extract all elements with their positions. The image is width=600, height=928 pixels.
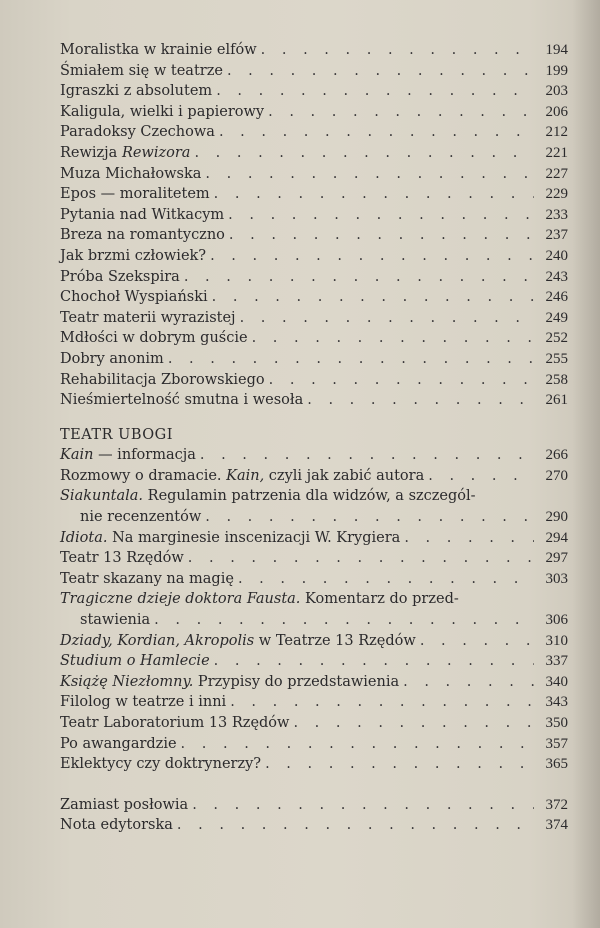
dot-leader [188, 548, 534, 569]
entry-title-italic: Siakuntala. [60, 488, 144, 505]
dot-leader [240, 308, 534, 329]
toc-entry [60, 589, 568, 630]
entry-title: Eklektycy czy doktrynerzy? [60, 756, 262, 773]
dot-leader [229, 225, 534, 246]
page-number: 246 [545, 289, 568, 306]
dot-leader [420, 631, 534, 652]
page-number: 297 [545, 550, 568, 567]
entry-title-italic: Rewizora [121, 144, 191, 161]
dot-leader [269, 370, 534, 391]
page-number: 249 [545, 309, 568, 326]
page-number: 194 [545, 42, 568, 58]
entry-title: Po awangardzie [60, 735, 177, 752]
toc-entry [60, 795, 568, 816]
entry-title-italic: Kain, [226, 467, 265, 484]
toc-entry [60, 267, 568, 288]
toc-entry [60, 143, 568, 164]
section-heading: TEATR UBOGI [60, 426, 173, 443]
dot-leader [293, 713, 534, 734]
page-number: 252 [545, 330, 568, 347]
page-number: 258 [545, 371, 568, 388]
entry-title: Nota edytorska [60, 817, 173, 834]
page-number: 343 [545, 694, 568, 711]
entry-title-italic: Dziady, Kordian, Akropolis [60, 632, 255, 649]
entry-title: Paradoksy Czechowa [60, 124, 215, 141]
entry-title: Muza Michałowska [60, 165, 202, 182]
dot-leader [252, 328, 534, 349]
dot-leader [428, 466, 534, 487]
section-gap [60, 775, 568, 795]
toc-entry [60, 486, 568, 527]
dot-leader [154, 610, 534, 631]
toc-entry [60, 445, 568, 466]
entry-title: Kaligula, wielki i papierowy [60, 103, 265, 120]
toc-entry [60, 672, 568, 693]
entry-title [60, 651, 210, 672]
page-number: 221 [545, 144, 568, 161]
dot-leader [307, 390, 534, 411]
page-number: 199 [545, 62, 568, 79]
page-number: 372 [545, 796, 568, 813]
page-number: 212 [545, 124, 568, 141]
page-number: 310 [545, 632, 568, 649]
toc-entry [60, 184, 568, 205]
toc-entry [60, 631, 568, 652]
entry-title-italic: Idiota. [60, 529, 108, 546]
dot-leader [200, 445, 534, 466]
entry-title: Próba Szekspira [60, 268, 180, 285]
entry-title: Epos — moralitetem [60, 186, 210, 203]
entry-title-italic: Książę Niezłomny. [60, 673, 194, 690]
entry-title: Breza na romantyczno [60, 227, 225, 244]
page-number: 261 [545, 392, 568, 409]
dot-leader [212, 287, 534, 308]
entry-title: Teatr 13 Rzędów [60, 550, 184, 567]
toc-entry [60, 692, 568, 713]
dot-leader [227, 61, 534, 82]
entry-title-italic: Tragiczne dzieje doktora Fausta. [60, 591, 301, 608]
page-number: 233 [545, 206, 568, 223]
dot-leader [181, 734, 534, 755]
dot-leader [177, 815, 534, 836]
dot-leader [261, 40, 534, 61]
page-number: 206 [545, 103, 568, 120]
entry-title-italic: Kain [60, 447, 94, 464]
page-number: 227 [545, 165, 568, 182]
dot-leader [192, 795, 534, 816]
toc-entry [60, 370, 568, 391]
page-number: 237 [545, 227, 568, 244]
toc-entry [60, 651, 568, 672]
entry-title [60, 466, 424, 487]
dot-leader [219, 122, 534, 143]
entry-title-plain: Przypisy do przedstawienia [193, 673, 400, 690]
toc-entry [60, 390, 568, 411]
page-number: 350 [545, 715, 568, 731]
entry-title: Rehabilitacja Zborowskiego [60, 371, 265, 388]
dot-leader [205, 507, 534, 528]
entry-title: Śmiałem się w teatrze [60, 62, 223, 79]
entry-title [60, 486, 568, 507]
toc-entry [60, 548, 568, 569]
entry-title-italic: Studium o Hamlecie [60, 653, 210, 670]
toc-entry [60, 102, 568, 123]
entry-title: Filolog w teatrze i inni [60, 694, 227, 711]
entry-title: Teatr Laboratorium 13 Rzędów [60, 715, 290, 731]
entry-title-plain: Na marginesie inscenizacji W. Krygiera [107, 529, 401, 546]
entry-title: Dobry anonim [60, 350, 164, 367]
toc-entry [60, 225, 568, 246]
page-number: 255 [545, 350, 568, 367]
dot-leader [214, 651, 534, 672]
toc-entry [60, 734, 568, 755]
page-number: 243 [545, 268, 568, 285]
toc-entry [60, 349, 568, 370]
dot-leader [205, 164, 534, 185]
page-number: 374 [545, 817, 568, 834]
page-number: 357 [545, 735, 568, 752]
entry-title: Jak brzmi człowiek? [60, 247, 207, 264]
entry-title: Igraszki z absolutem [60, 83, 213, 100]
entry-title-plain: czyli jak zabić autora [264, 467, 425, 484]
page-number: 266 [545, 447, 568, 464]
entry-title-plain: Rozmowy o dramacie. [60, 467, 227, 484]
toc-entry [60, 815, 568, 836]
entry-title: Nieśmiertelność smutna i wesoła [60, 392, 304, 409]
entry-title [60, 631, 416, 652]
page-number: 229 [545, 186, 568, 203]
toc-entry [60, 164, 568, 185]
page-number: 294 [545, 529, 568, 546]
entry-title [60, 589, 568, 610]
toc-entry [60, 81, 568, 102]
entry-title-continuation: stawienia [80, 612, 151, 629]
page-number: 240 [545, 247, 568, 264]
toc-entry [60, 122, 568, 143]
dot-leader [268, 102, 534, 123]
entry-title-continuation: nie recenzentów [80, 509, 202, 526]
page-number: 337 [545, 653, 568, 670]
dot-leader [184, 267, 534, 288]
dot-leader [230, 692, 534, 713]
dot-leader [168, 349, 534, 370]
dot-leader [216, 81, 534, 102]
page-number: 340 [545, 673, 568, 690]
entry-title-plain: Regulamin patrzenia dla widzów, a szczegól- [143, 488, 476, 505]
entry-title: Teatr materii wyrazistej [60, 309, 236, 326]
table-of-contents [60, 40, 568, 836]
entry-title [60, 672, 399, 693]
toc-entry [60, 61, 568, 82]
entry-title [60, 143, 190, 164]
entry-title-plain: — informacja [93, 447, 196, 464]
dot-leader [404, 528, 534, 549]
entry-title [60, 528, 400, 549]
entry-title: Moralistka w krainie elfów [60, 42, 257, 58]
dot-leader [210, 246, 534, 267]
dot-leader [238, 569, 534, 590]
dot-leader [214, 184, 534, 205]
page-number: 290 [545, 509, 568, 526]
toc-entry [60, 569, 568, 590]
entry-title-plain: Komentarz do przed- [300, 591, 459, 608]
entry-title [60, 445, 196, 466]
dot-leader [228, 205, 534, 226]
page-number: 203 [545, 83, 568, 100]
toc-entry [60, 205, 568, 226]
toc-entry [60, 308, 568, 329]
entry-title: Chochoł Wyspiański [60, 289, 208, 306]
toc-entry [60, 528, 568, 549]
page-number: 303 [545, 570, 568, 587]
entry-title: Pytania nad Witkacym [60, 206, 225, 223]
entry-title-plain: Rewizja [60, 144, 122, 161]
entry-title: Mdłości w dobrym guście [60, 330, 248, 347]
entry-title-plain: w Teatrze 13 Rzędów [254, 632, 416, 649]
dot-leader [194, 143, 534, 164]
page-number: 365 [545, 756, 568, 773]
toc-entry [60, 328, 568, 349]
toc-entry [60, 713, 568, 734]
toc-entry [60, 246, 568, 267]
toc-entry [60, 754, 568, 775]
dot-leader [265, 754, 534, 775]
page-number: 306 [545, 612, 568, 629]
page-number: 270 [545, 467, 568, 484]
toc-entry [60, 40, 568, 61]
entry-title: Zamiast posłowia [60, 796, 189, 813]
toc-entry [60, 466, 568, 487]
dot-leader [403, 672, 534, 693]
toc-entry [60, 287, 568, 308]
entry-title: Teatr skazany na magię [60, 570, 234, 587]
